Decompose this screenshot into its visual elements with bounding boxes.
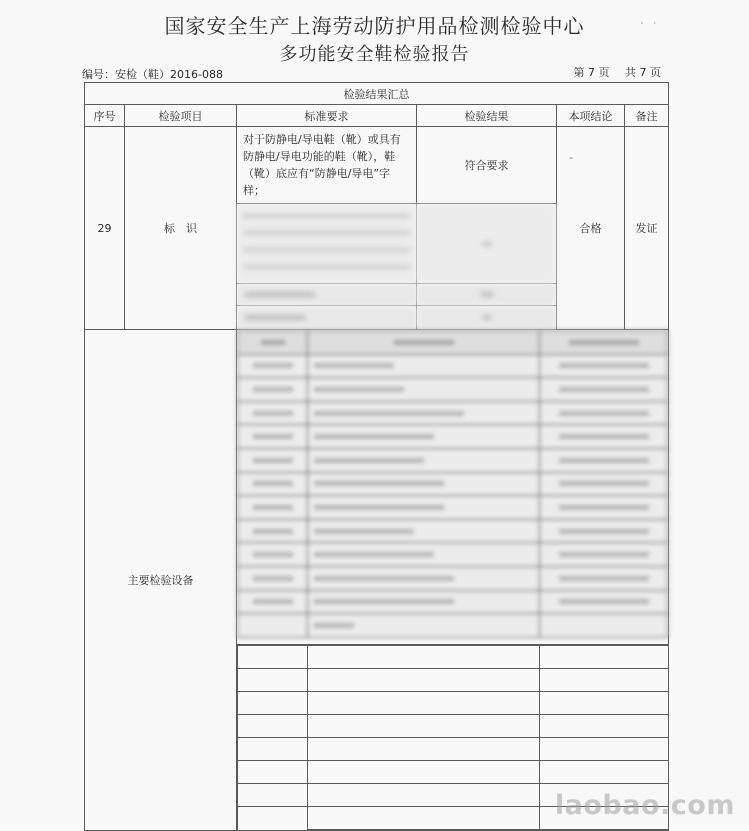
col-header-remark: 备注	[625, 105, 669, 127]
col-header-number: 序号	[85, 105, 125, 127]
col-header-requirement: 标准要求	[237, 105, 417, 127]
col-header-item: 检验项目	[125, 105, 237, 127]
redacted-row-a	[237, 284, 417, 306]
equipment-list	[237, 330, 669, 645]
col-header-result: 检验结果	[417, 105, 557, 127]
results-table	[84, 82, 669, 831]
item-conclusion-cell	[557, 127, 625, 330]
item-remark: 发证	[625, 127, 669, 330]
page-info	[562, 64, 662, 80]
item-result: 符合要求	[417, 127, 557, 204]
report-number: 编号：安检（鞋）2016-088	[82, 68, 223, 81]
redacted-row-a-result	[417, 284, 557, 306]
redacted-row-b	[237, 306, 417, 330]
institution-title: 国家安全生产上海劳动防护用品检测检验中心	[164, 14, 585, 38]
equipment-table	[237, 330, 668, 638]
report-title: 多功能安全鞋检验报告	[279, 44, 470, 65]
item-conclusion: 合格	[579, 222, 602, 235]
site-watermark: laobao.com	[554, 790, 735, 821]
redacted-result	[417, 204, 557, 284]
scan-mark: · ·	[639, 16, 659, 32]
item-name: 标 识	[125, 127, 237, 330]
redacted-requirement	[237, 204, 417, 284]
item-number: 29	[85, 127, 125, 330]
item-requirement: 对于防静电/导电鞋（靴）或具有防静电/导电功能的鞋（靴），鞋（靴）底应有“防静电/导电”字样；	[237, 127, 417, 204]
col-header-conclusion: 本项结论	[557, 105, 625, 127]
equipment-label: 主要检验设备	[85, 330, 237, 831]
page-total: 共 7 页	[625, 66, 661, 79]
dash-mark: -	[569, 151, 573, 164]
redacted-row-b-result	[417, 306, 557, 330]
section-title: 检验结果汇总	[85, 83, 669, 105]
page-number: 第 7 页	[573, 66, 610, 79]
